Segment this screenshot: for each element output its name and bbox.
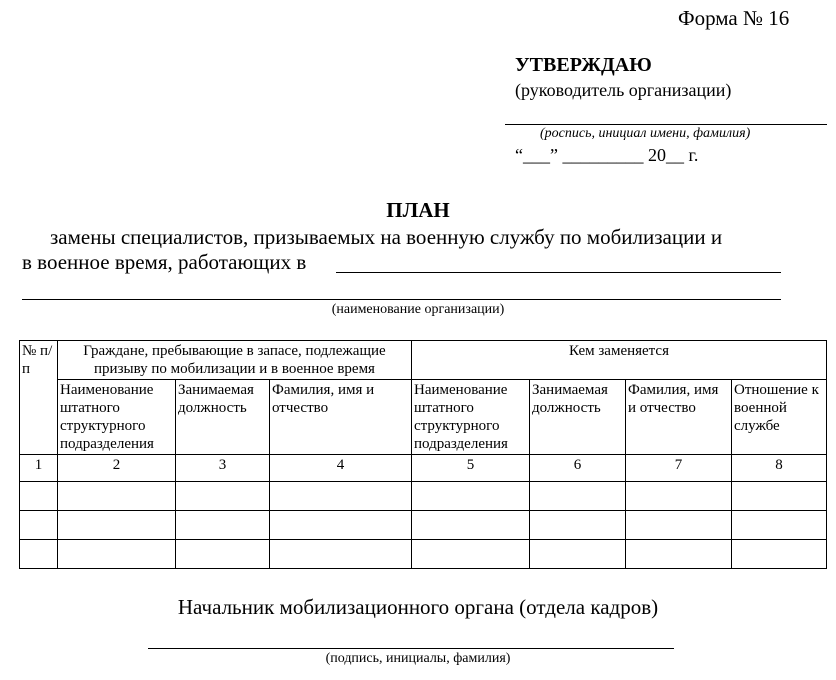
header-replacement-position: Занимаемая должность <box>530 380 626 455</box>
approval-title: УТВЕРЖДАЮ <box>515 54 652 76</box>
header-full-name: Фамилия, имя и отчество <box>270 380 412 455</box>
table-cell[interactable] <box>270 511 412 540</box>
table-cell[interactable] <box>732 511 827 540</box>
column-number: 5 <box>412 455 530 482</box>
table-cell[interactable] <box>270 482 412 511</box>
column-number: 3 <box>176 455 270 482</box>
table-cell[interactable] <box>626 540 732 569</box>
table-cell[interactable] <box>176 540 270 569</box>
plan-title: ПЛАН <box>386 198 450 222</box>
table-cell[interactable] <box>176 511 270 540</box>
organization-name-field-1[interactable] <box>336 272 781 273</box>
header-military-status: Отношение к военной службе <box>732 380 827 455</box>
chief-signature-hint: (подпись, инициалы, фамилия) <box>325 651 511 666</box>
table-cell[interactable] <box>412 482 530 511</box>
replacement-plan-table <box>19 340 827 569</box>
table-cell[interactable] <box>176 482 270 511</box>
table-row <box>20 482 827 511</box>
table-row <box>20 540 827 569</box>
plan-description-line1: замены специалистов, призываемых на военную службу по мобилизации и <box>50 225 723 249</box>
header-replacement-group: Кем заменяется <box>412 341 827 380</box>
header-position: Занимаемая должность <box>176 380 270 455</box>
column-number: 7 <box>626 455 732 482</box>
approval-subtitle: (руководитель организации) <box>515 80 732 100</box>
approval-signature-hint: (роспись, инициал имени, фамилия) <box>540 126 751 141</box>
approval-signature-line[interactable] <box>505 124 827 125</box>
table-cell[interactable] <box>270 540 412 569</box>
header-subdivision: Наименование штатного структурного подразделения <box>58 380 176 455</box>
column-number: 2 <box>58 455 176 482</box>
table-cell[interactable] <box>58 511 176 540</box>
column-number: 8 <box>732 455 827 482</box>
table-cell[interactable] <box>412 540 530 569</box>
table-row <box>20 511 827 540</box>
chief-signature-line[interactable] <box>148 648 674 649</box>
table-cell[interactable] <box>530 511 626 540</box>
table-cell[interactable] <box>530 540 626 569</box>
header-replacement-full-name: Фамилия, имя и отчество <box>626 380 732 455</box>
table-cell[interactable] <box>626 482 732 511</box>
column-number: 6 <box>530 455 626 482</box>
table-cell[interactable] <box>530 482 626 511</box>
column-number: 1 <box>20 455 58 482</box>
chief-title: Начальник мобилизационного органа (отдела кадров) <box>177 595 659 619</box>
organization-name-hint: (наименование организации) <box>331 302 505 317</box>
plan-description-line2: в военное время, работающих в <box>22 250 307 274</box>
header-replacement-subdivision: Наименование штатного структурного подразделения <box>412 380 530 455</box>
table-cell[interactable] <box>20 511 58 540</box>
header-row-number: № п/п <box>20 341 58 455</box>
organization-name-field-2[interactable] <box>22 299 781 300</box>
form-number: Форма № 16 <box>678 6 790 30</box>
table-cell[interactable] <box>412 511 530 540</box>
table-cell[interactable] <box>20 540 58 569</box>
table-cell[interactable] <box>626 511 732 540</box>
table-cell[interactable] <box>58 482 176 511</box>
table-cell[interactable] <box>732 540 827 569</box>
column-number: 4 <box>270 455 412 482</box>
table-cell[interactable] <box>732 482 827 511</box>
table-cell[interactable] <box>20 482 58 511</box>
table-cell[interactable] <box>58 540 176 569</box>
approval-date-line[interactable]: “___” _________ 20__ г. <box>515 145 699 165</box>
header-reservists-group: Граждане, пребывающие в запасе, подлежащие призыву по мобилизации и в военное время <box>58 341 412 380</box>
